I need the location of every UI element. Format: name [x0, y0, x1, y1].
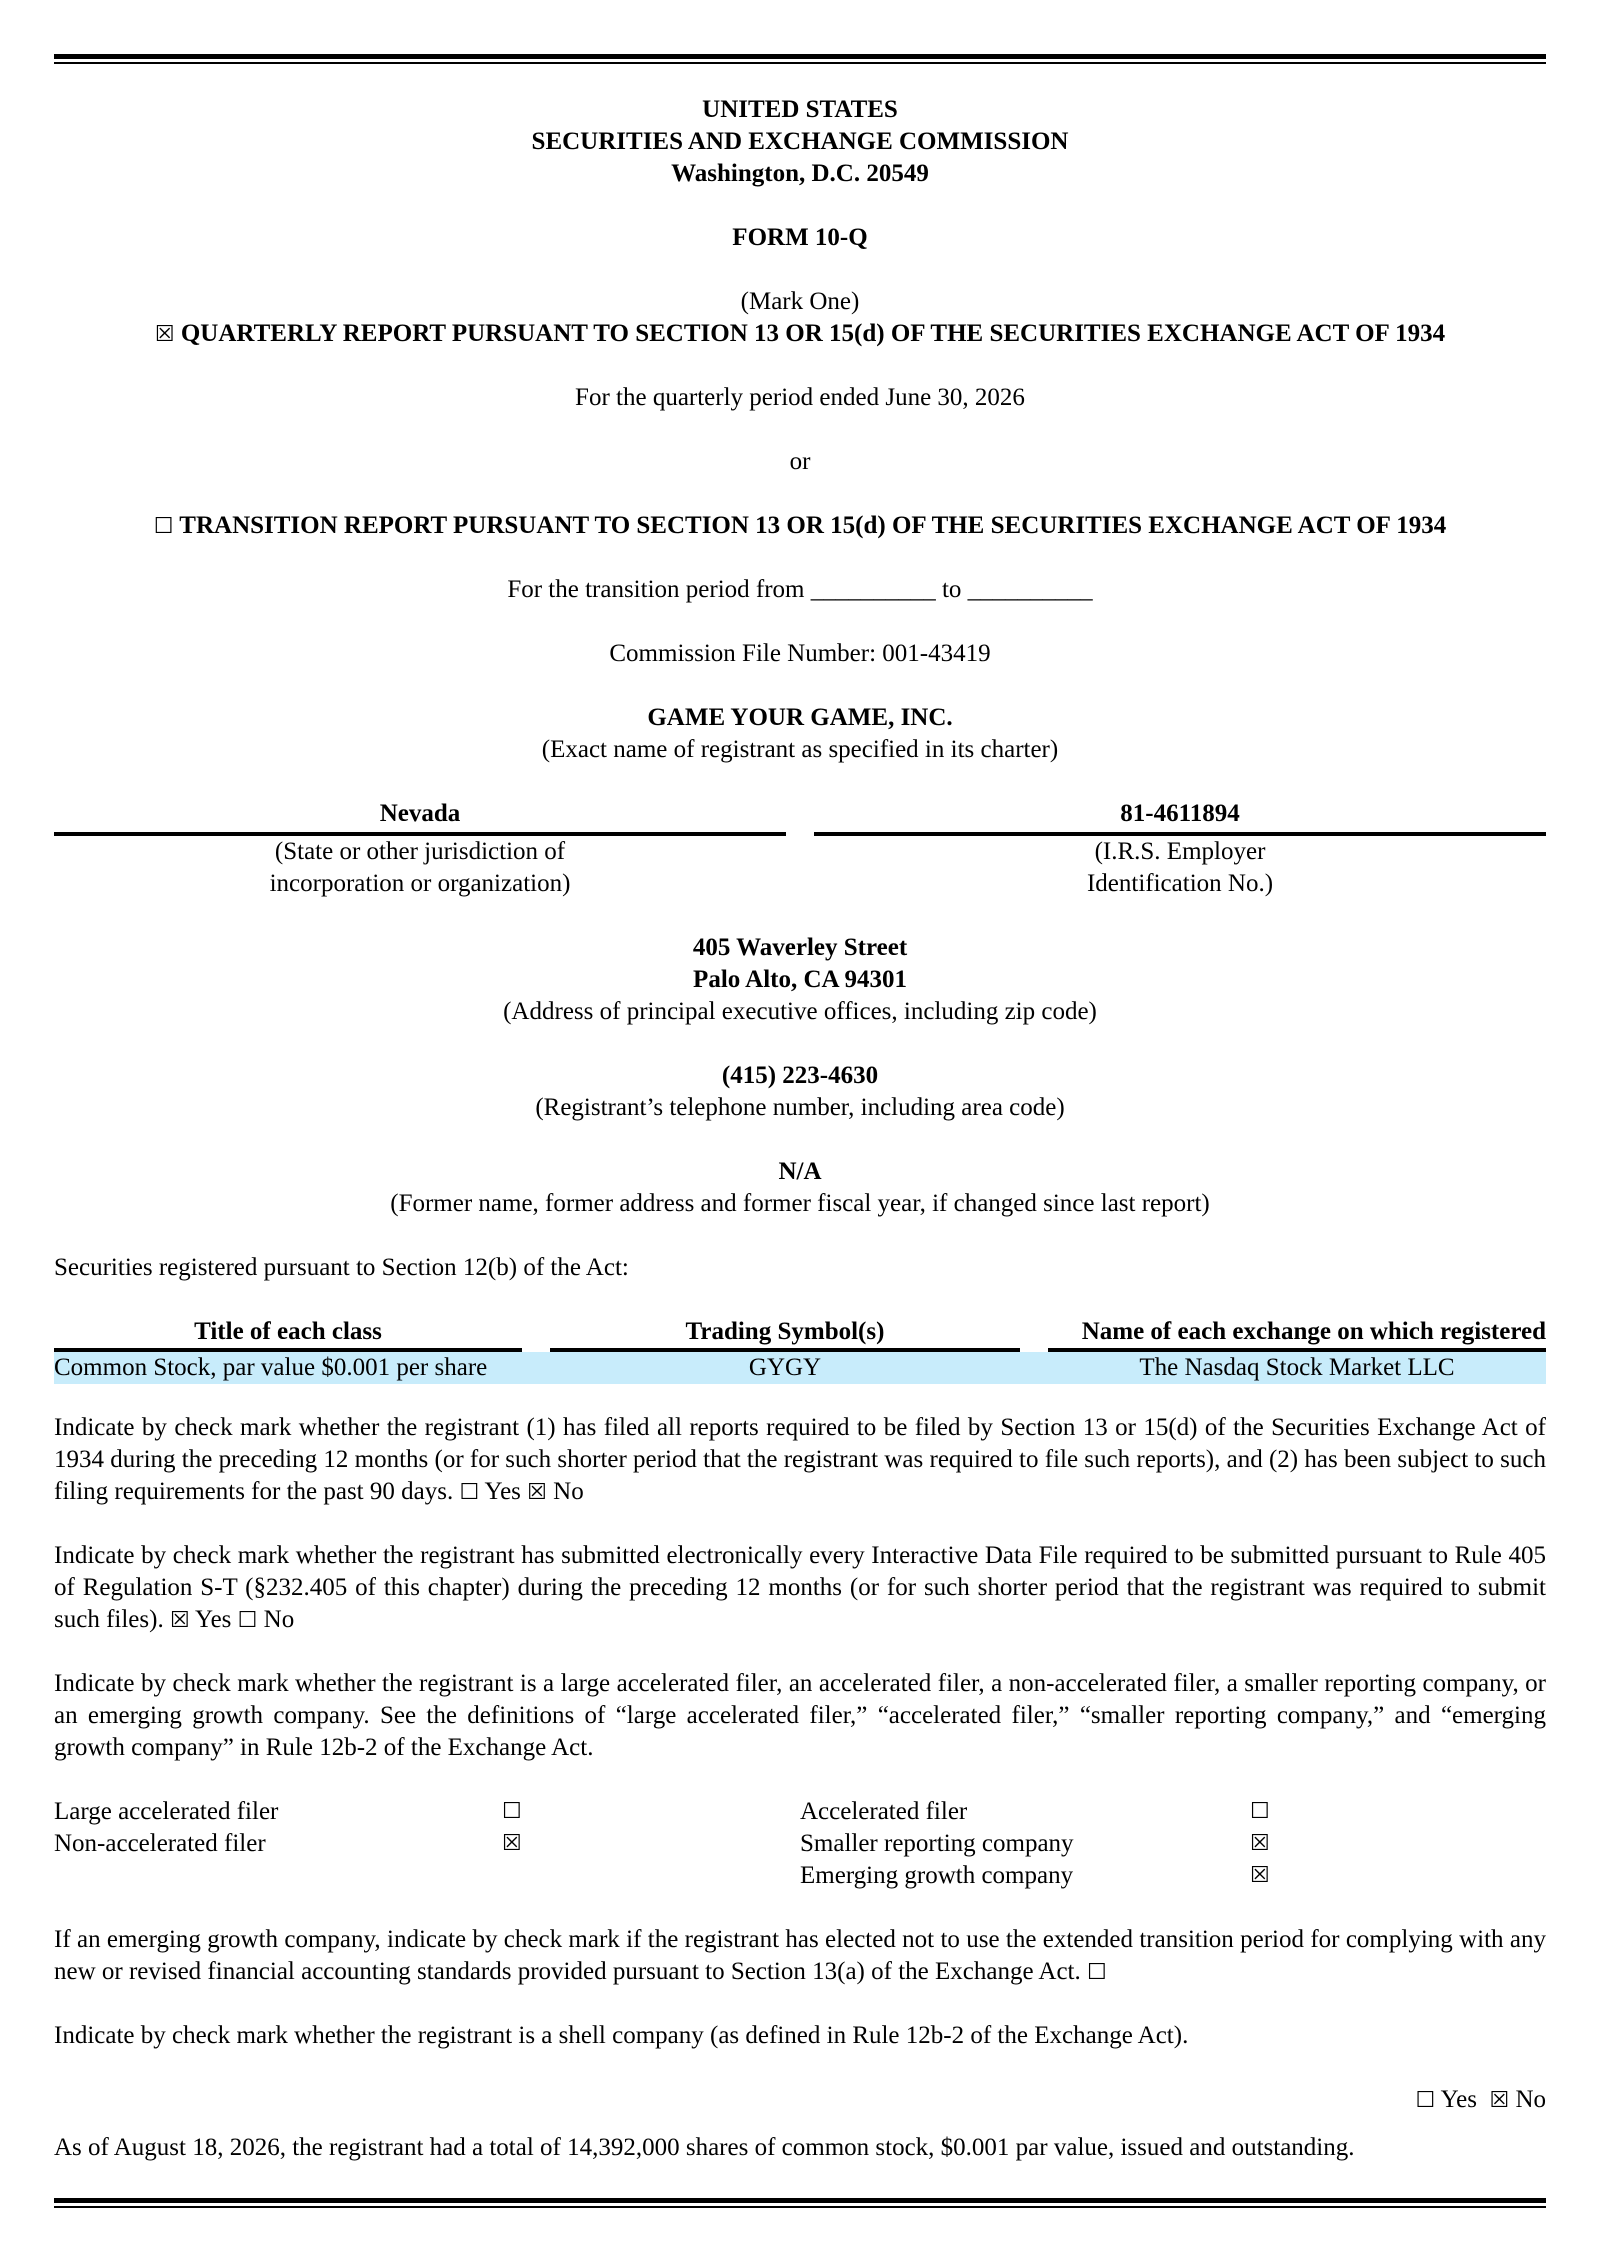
former-name-caption: (Former name, former address and former fiscal year, if changed since last report): [390, 1190, 1210, 1217]
col-header-trading-symbol: Trading Symbol(s): [685, 1318, 885, 1345]
transition-report-option: [54, 510, 1546, 543]
state-caption-line1: (State or other jurisdiction of: [274, 838, 566, 865]
address-city: Palo Alto, CA 94301: [693, 966, 907, 993]
header-agency: SECURITIES AND EXCHANGE COMMISSION: [531, 128, 1069, 155]
ein-caption-line1: (I.R.S. Employer: [1094, 838, 1266, 865]
bottom-border-rule: [54, 2198, 1546, 2208]
filer-status-question: Indicate by check mark whether the registrant is a large accelerated filer, an accelerated filer, a non-accelerated filer, a smaller reporting company, or an emerging growth company. See the definitions of “large accelerated filer,” “accelerated filer,” “smaller reporting company,” and “emerging growth company” in Rule 12b-2 of the Exchange Act.: [54, 1670, 1546, 1761]
commission-file-number: Commission File Number: 001-43419: [609, 640, 991, 667]
irs-employer-id: 81-4611894: [1120, 800, 1240, 827]
mark-one-label: (Mark One): [740, 288, 860, 315]
header-location: Washington, D.C. 20549: [671, 160, 929, 187]
interactive-yes-label: Yes: [195, 1606, 232, 1633]
quarterly-report-option: [54, 318, 1546, 351]
shell-company-question: Indicate by check mark whether the registrant is a shell company (as defined in Rule 12b-2 of the Exchange Act).: [54, 2022, 1189, 2049]
interactive-no-label: No: [263, 1606, 295, 1633]
registrant-name: GAME YOUR GAME, INC.: [647, 704, 953, 731]
securities-table: [54, 1316, 1546, 1384]
reports-no-label: No: [553, 1478, 584, 1505]
interactive-yes-checkbox[interactable]: ☒: [169, 1608, 190, 1633]
interactive-data-text: Indicate by check mark whether the registrant has submitted electronically every Interactive Data File required to be submitted pursuant to Rule 405 of Regulation S-T (§232.405 of this chapter) during the preceding 12 months (or for such shorter period that the registrant was required to submit such files).: [54, 1542, 1546, 1633]
address-caption: (Address of principal executive offices, including zip code): [503, 998, 1097, 1025]
address-street: 405 Waverley Street: [692, 934, 908, 961]
state-caption-line2: incorporation or organization): [269, 870, 571, 897]
accelerated-filer-label: Accelerated filer: [800, 1798, 968, 1825]
quarterly-report-label: QUARTERLY REPORT PURSUANT TO SECTION 13 OR 15(d) OF THE SECURITIES EXCHANGE ACT OF 1934: [180, 320, 1446, 347]
accelerated-filer-checkbox[interactable]: ☐: [1250, 1799, 1270, 1824]
col-header-exchange: Name of each exchange on which registered: [1081, 1318, 1546, 1345]
emerging-growth-election-text: If an emerging growth company, indicate by check mark if the registrant has elected not to use the extended transition period for complying with any new or revised financial accounting standards provided pursuant to Section 13(a) of the Exchange Act.: [54, 1926, 1546, 1985]
top-border-rule: [54, 54, 1546, 64]
interactive-data-question: [54, 1540, 1546, 1637]
table-row: [54, 1352, 1546, 1384]
telephone-caption: (Registrant’s telephone number, including area code): [535, 1094, 1065, 1121]
quarterly-period-line: For the quarterly period ended June 30, 2026: [575, 384, 1025, 411]
non-accelerated-filer-label: Non-accelerated filer: [54, 1830, 266, 1857]
form-title: FORM 10-Q: [732, 224, 868, 251]
reports-filed-text: Indicate by check mark whether the registrant (1) has filed all reports required to be filed by Section 13 or 15(d) of the Securities Exchange Act of 1934 during the preceding 12 months (or for such shorter period that the registrant was required to file such reports), and (2) has been subject to such filing requirements for the past 90 days.: [54, 1414, 1546, 1505]
telephone-number: (415) 223-4630: [721, 1062, 879, 1089]
cell-trading-symbol: GYGY: [550, 1352, 1020, 1384]
registrant-name-caption: (Exact name of registrant as specified in its charter): [541, 736, 1059, 763]
reports-yes-checkbox[interactable]: ☐: [459, 1480, 480, 1505]
shell-no-checkbox[interactable]: ☒: [1489, 2088, 1510, 2113]
shell-company-answer: [1416, 2084, 1547, 2117]
smaller-reporting-company-label: Smaller reporting company: [800, 1830, 1074, 1857]
former-name: N/A: [778, 1158, 822, 1185]
interactive-no-checkbox[interactable]: ☐: [237, 1608, 258, 1633]
col-header-title-of-class: Title of each class: [194, 1318, 382, 1345]
shell-yes-checkbox[interactable]: ☐: [1415, 2088, 1436, 2113]
cell-exchange-name: The Nasdaq Stock Market LLC: [1048, 1352, 1546, 1384]
reports-yes-label: Yes: [484, 1478, 521, 1505]
emerging-growth-company-checkbox[interactable]: ☒: [1250, 1863, 1270, 1888]
or-separator: or: [789, 448, 811, 475]
shell-yes-label: Yes: [1440, 2086, 1477, 2113]
transition-report-label: TRANSITION REPORT PURSUANT TO SECTION 13 OR 15(d) OF THE SECURITIES EXCHANGE ACT OF 1934: [179, 512, 1447, 539]
non-accelerated-filer-checkbox[interactable]: ☒: [502, 1831, 522, 1856]
emerging-growth-election-checkbox[interactable]: ☐: [1087, 1960, 1107, 1985]
quarterly-checkbox[interactable]: ☒: [154, 322, 175, 347]
transition-checkbox[interactable]: ☐: [153, 514, 174, 539]
securities-table-header: [54, 1316, 1546, 1348]
emerging-growth-company-label: Emerging growth company: [800, 1862, 1074, 1889]
cell-title-of-class: Common Stock, par value $0.001 per share: [54, 1352, 522, 1384]
state-of-incorporation: Nevada: [379, 800, 461, 827]
shares-outstanding-statement: As of August 18, 2026, the registrant had a total of 14,392,000 shares of common stock, $0.001 par value, issued and outstanding.: [54, 2134, 1355, 2161]
large-accelerated-filer-checkbox[interactable]: ☐: [502, 1799, 522, 1824]
ein-caption-line2: Identification No.): [1086, 870, 1274, 897]
header-country: UNITED STATES: [702, 96, 898, 123]
transition-period-line: For the transition period from __________ to __________: [507, 576, 1093, 603]
smaller-reporting-company-checkbox[interactable]: ☒: [1250, 1831, 1270, 1856]
emerging-growth-election-question: [54, 1924, 1546, 1989]
securities-intro: Securities registered pursuant to Section 12(b) of the Act:: [54, 1254, 629, 1281]
large-accelerated-filer-label: Large accelerated filer: [54, 1798, 279, 1825]
reports-no-checkbox[interactable]: ☒: [527, 1480, 547, 1505]
shell-no-label: No: [1515, 2086, 1546, 2113]
reports-filed-question: [54, 1412, 1546, 1509]
